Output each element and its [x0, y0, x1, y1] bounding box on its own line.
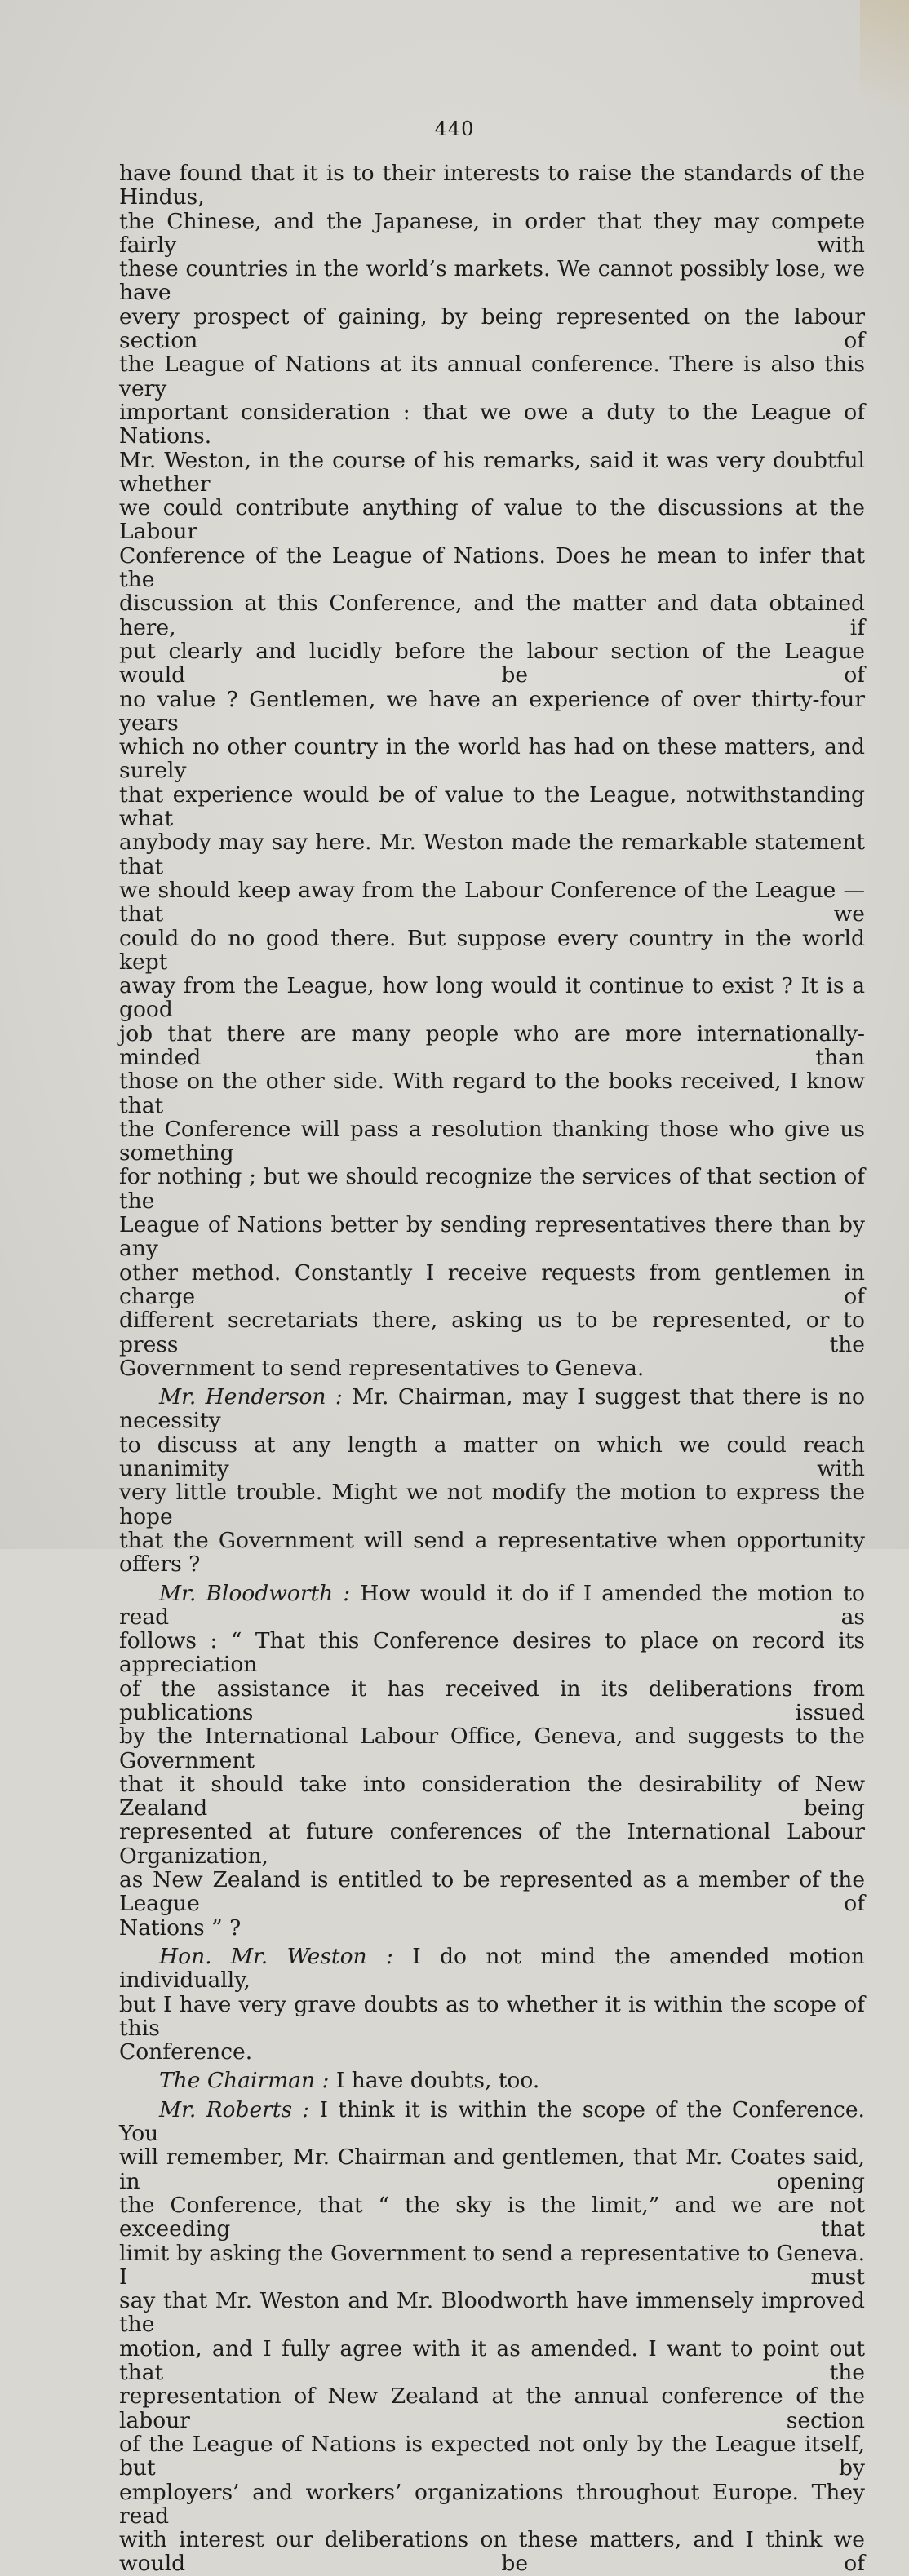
- text-line: could do no good there. But suppose every country in the world kept: [119, 925, 865, 975]
- speaker-name: Hon. Mr. Weston :: [159, 1943, 393, 1969]
- text-line: League of Nations better by sending representatives there than by any: [119, 1212, 865, 1262]
- text-line: the Chinese, and the Japanese, in order that they may compete fairly with: [119, 208, 865, 258]
- text-line: these countries in the world’s markets. We cannot possibly lose, we have: [119, 256, 865, 306]
- text-line: Mr. Bloodworth : How would it do if I amended the motion to read as: [119, 1580, 865, 1630]
- page-number: 440: [434, 117, 475, 140]
- text-line: discussion at this Conference, and the matter and data obtained here, if: [119, 591, 865, 640]
- text-line: the League of Nations at its annual conference. There is also this very: [119, 352, 865, 401]
- text-line: that it should take into consideration the desirability of New Zealand being: [119, 1771, 865, 1821]
- text-line: every prospect of gaining, by being represented on the labour section of: [119, 303, 865, 354]
- text-line: as New Zealand is entitled to be represented as a member of the League of: [119, 1867, 865, 1917]
- text-line: motion, and I fully agree with it as amended. I want to point out that the: [119, 2335, 865, 2386]
- text-line: put clearly and lucidly before the labour section of the League would be of: [119, 638, 865, 688]
- text-line: important consideration : that we owe a duty to the League of Nations.: [119, 399, 865, 449]
- text-line: for nothing ; but we should recognize the services of that section of the: [119, 1164, 865, 1214]
- text-line: no value ? Gentlemen, we have an experience of over thirty-four years: [119, 686, 865, 736]
- paragraph-continuation: [119, 162, 865, 1380]
- text-line: will remember, Mr. Chairman and gentlemen, that Mr. Coates said, in opening: [119, 2144, 865, 2194]
- text-line: Mr. Roberts : I think it is within the scope of the Conference. You: [119, 2096, 865, 2147]
- speaker-name: Mr. Bloodworth :: [159, 1580, 351, 1606]
- text-line: away from the League, how long would it continue to exist ? It is a good: [119, 973, 865, 1023]
- text-line: that the Government will send a representative when opportunity offers ?: [119, 1527, 865, 1578]
- text-line: Mr. Henderson : Mr. Chairman, may I suggest that there is no necessity: [119, 1384, 866, 1434]
- text-line: the Conference will pass a resolution thanking those who give us something: [119, 1116, 865, 1166]
- text-line: Hon. Mr. Weston : I do not mind the amended motion individually,: [119, 1943, 865, 1994]
- text-line: Government to send representatives to Geneva.: [119, 1355, 645, 1381]
- paragraph-chairman: [119, 2069, 865, 2092]
- text-line: job that there are many people who are more internationally-minded than: [119, 1020, 865, 1070]
- text-line: follows : “ That this Conference desires to place on record its appreciation: [119, 1628, 865, 1678]
- text-line: of the League of Nations is expected not only by the League itself, but by: [119, 2431, 865, 2481]
- paragraph-bloodworth: [119, 1582, 865, 1940]
- text-line: other method. Constantly I receive requests from gentlemen in charge of: [119, 1259, 865, 1309]
- paragraph-weston: [119, 1945, 865, 2064]
- text-line: those on the other side. With regard to the books received, I know that: [119, 1069, 865, 1118]
- text-line: say that Mr. Weston and Mr. Bloodworth have immensely improved the: [119, 2288, 865, 2338]
- text-line: representation of New Zealand at the annual conference of the labour section: [119, 2383, 865, 2433]
- text-line: which no other country in the world has had on these matters, and surely: [119, 734, 865, 784]
- speaker-name: Mr. Roberts :: [159, 2096, 310, 2122]
- text-line: Mr. Weston, in the course of his remarks, said it was very doubtful whether: [119, 447, 865, 497]
- text-line: by the International Labour Office, Geneva, and suggests to the Government: [119, 1724, 865, 1773]
- text-line: the Conference, that “ the sky is the limit,” and we are not exceeding that: [119, 2192, 865, 2242]
- text-line: different secretariats there, asking us to be represented, or to press the: [119, 1308, 865, 1357]
- text-line: Conference.: [119, 2039, 253, 2065]
- speaker-name: Mr. Henderson :: [159, 1384, 343, 1410]
- text-line: Nations ” ?: [119, 1914, 242, 1941]
- text-line: Conference of the League of Nations. Does he mean to infer that the: [119, 542, 865, 593]
- text-line: but I have very grave doubts as to whether it is within the scope of this: [119, 1991, 865, 2041]
- text-line: that experience would be of value to the League, notwithstanding what: [119, 781, 865, 832]
- text-line: to discuss at any length a matter on which we could reach unanimity with: [119, 1432, 865, 1482]
- paragraph-henderson: [119, 1385, 865, 1576]
- text-line: have found that it is to their interests to raise the standards of the Hindus,: [119, 161, 865, 210]
- text-line: of the assistance it has received in its deliberations from publications issued: [119, 1675, 865, 1725]
- text-line: limit by asking the Government to send a representative to Geneva. I must: [119, 2240, 865, 2290]
- text-line: anybody may say here. Mr. Weston made the remarkable statement that: [119, 830, 865, 879]
- text-line: employers’ and workers’ organizations throughout Europe. They read: [119, 2479, 865, 2529]
- text-line: The Chairman : I have doubts, too.: [159, 2068, 540, 2094]
- text-line: with interest our deliberations on these matters, and I think we would be of: [119, 2527, 865, 2576]
- paragraph-roberts: [119, 2098, 865, 2576]
- body-text: [119, 162, 865, 2576]
- text-line: we could contribute anything of value to the discussions at the Labour: [119, 495, 865, 545]
- speaker-name: The Chairman :: [159, 2068, 330, 2094]
- text-line: we should keep away from the Labour Conference of the League — that we: [119, 877, 865, 927]
- text-line: represented at future conferences of the International Labour Organization,: [119, 1819, 865, 1869]
- text-line: very little trouble. Might we not modify the motion to express the hope: [119, 1480, 865, 1529]
